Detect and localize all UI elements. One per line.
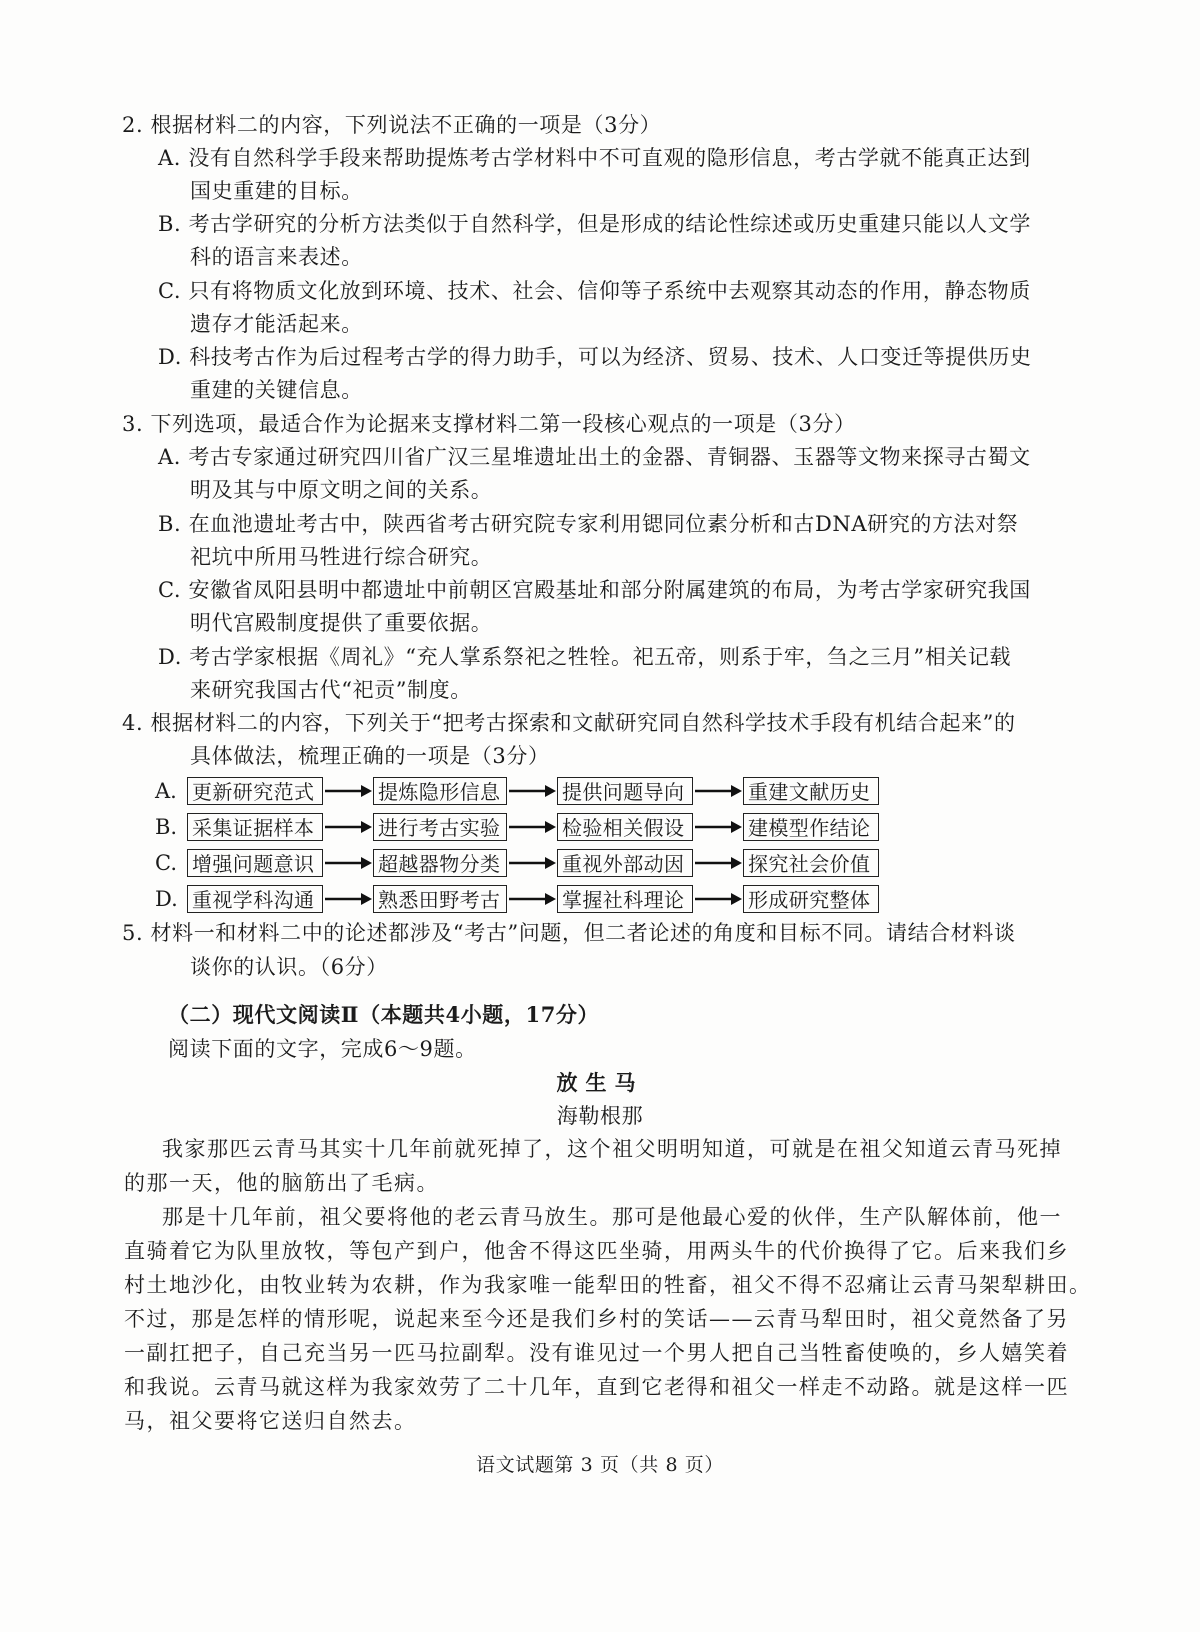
q3-option-b: B. 在血池遗址考古中，陕西省考古研究院专家利用锶同位素分析和古DNA研究的方法对祭 xyxy=(158,512,1019,536)
story-paragraph-1-line: 我家那匹云青马其实十几年前就死掉了，这个祖父明明知道，可就是在祖父知道云青马死掉 xyxy=(162,1137,1062,1161)
flow-step-box: 熟悉田野考古 xyxy=(373,885,507,913)
flow-step-box: 探究社会价值 xyxy=(743,849,879,877)
right-arrow-icon xyxy=(323,853,373,873)
right-arrow-icon xyxy=(507,889,557,909)
q2-option-b: B. 考古学研究的分析方法类似于自然科学，但是形成的结论性综述或历史重建只能以人文学 xyxy=(158,212,1031,236)
right-arrow-icon xyxy=(693,889,743,909)
right-arrow-icon xyxy=(323,889,373,909)
q4-stem-cont: 具体做法，梳理正确的一项是（3分） xyxy=(190,744,550,768)
flow-step-box: 提炼隐形信息 xyxy=(373,777,507,805)
q3-option-b-cont: 祀坑中所用马牲进行综合研究。 xyxy=(190,545,493,569)
flow-step-box: 重视外部动因 xyxy=(557,849,693,877)
q4-flow-row-c xyxy=(155,847,879,879)
q4-row-label: A. xyxy=(155,779,177,803)
story-paragraph-2-line: 直骑着它为队里放牧，等包产到户，他舍不得这匹坐骑，用两头牛的代价换得了它。后来我们乡 xyxy=(124,1239,1069,1263)
q2-option-a: A. 没有自然科学手段来帮助提炼考古学材料中不可直观的隐形信息，考古学就不能真正达到 xyxy=(158,146,1031,170)
section-intro: 阅读下面的文字，完成6～9题。 xyxy=(168,1037,477,1061)
story-paragraph-2-line: 和我说。云青马就这样为我家效劳了二十几年，直到它老得和祖父一样走不动路。就是这样一匹 xyxy=(124,1375,1069,1399)
q5-stem-cont: 谈你的认识。（6分） xyxy=(190,955,388,979)
q4-flow-row-d xyxy=(155,883,879,915)
story-paragraph-2-line: 那是十几年前，祖父要将他的老云青马放生。那可是他最心爱的伙伴，生产队解体前，他一 xyxy=(162,1205,1062,1229)
right-arrow-icon xyxy=(323,817,373,837)
flow-step-box: 掌握社科理论 xyxy=(557,885,693,913)
page-footer: 语文试题第 3 页（共 8 页） xyxy=(476,1454,724,1476)
q2-option-c-cont: 遗存才能活起来。 xyxy=(190,312,363,336)
story-paragraph-2-line: 一副扛把子，自己充当另一匹马拉副犁。没有谁见过一个男人把自己当牲畜使唤的，乡人嬉笑着 xyxy=(124,1341,1069,1365)
q4-row-label: C. xyxy=(155,851,177,875)
flow-step-box: 超越器物分类 xyxy=(373,849,507,877)
q3-option-d: D. 考古学家根据《周礼》“充人掌系祭祀之牲牷。祀五帝，则系于牢，刍之三月”相关记载 xyxy=(158,645,1012,669)
flow-step-box: 形成研究整体 xyxy=(743,885,879,913)
flow-step-box: 采集证据样本 xyxy=(187,813,323,841)
flow-step-box: 建模型作结论 xyxy=(743,813,879,841)
q3-option-d-cont: 来研究我国古代“祀贡”制度。 xyxy=(190,678,472,702)
flow-step-box: 重建文献历史 xyxy=(743,777,879,805)
q4-row-label: D. xyxy=(155,887,178,911)
right-arrow-icon xyxy=(507,817,557,837)
flow-step-box: 检验相关假设 xyxy=(557,813,693,841)
right-arrow-icon xyxy=(507,781,557,801)
right-arrow-icon xyxy=(323,781,373,801)
story-paragraph-1-line: 的那一天，他的脑筋出了毛病。 xyxy=(124,1171,439,1195)
q2-option-d-cont: 重建的关键信息。 xyxy=(190,378,363,402)
q2-option-c: C. 只有将物质文化放到环境、技术、社会、信仰等子系统中去观察其动态的作用，静态物质 xyxy=(158,279,1031,303)
q3-option-c: C. 安徽省凤阳县明中都遗址中前朝区宫殿基址和部分附属建筑的布局，为考古学家研究我国 xyxy=(158,578,1031,602)
q2-stem: 2. 根据材料二的内容，下列说法不正确的一项是（3分） xyxy=(122,113,662,137)
flow-step-box: 增强问题意识 xyxy=(187,849,323,877)
right-arrow-icon xyxy=(507,853,557,873)
q3-stem: 3. 下列选项，最适合作为论据来支撑材料二第一段核心观点的一项是（3分） xyxy=(122,412,856,436)
story-paragraph-2-line: 不过，那是怎样的情形呢，说起来至今还是我们乡村的笑话——云青马犁田时，祖父竟然备了另 xyxy=(124,1307,1069,1331)
q4-flow-row-b xyxy=(155,811,879,843)
q2-option-d: D. 科技考古作为后过程考古学的得力助手，可以为经济、贸易、技术、人口变迁等提供历史 xyxy=(158,345,1032,369)
flow-step-box: 提供问题导向 xyxy=(557,777,693,805)
flow-step-box: 进行考古实验 xyxy=(373,813,507,841)
flow-step-box: 更新研究范式 xyxy=(187,777,323,805)
q3-option-a-cont: 明及其与中原文明之间的关系。 xyxy=(190,478,493,502)
right-arrow-icon xyxy=(693,853,743,873)
q4-row-label: B. xyxy=(155,815,178,839)
section-heading: （二）现代文阅读Ⅱ（本题共4小题，17分） xyxy=(168,1002,600,1027)
right-arrow-icon xyxy=(693,781,743,801)
q3-option-c-cont: 明代宫殿制度提供了重要依据。 xyxy=(190,611,493,635)
story-paragraph-2-line: 马，祖父要将它送归自然去。 xyxy=(124,1409,417,1433)
q2-option-a-cont: 国史重建的目标。 xyxy=(190,179,363,203)
story-author: 海勒根那 xyxy=(556,1104,644,1128)
q3-option-a: A. 考古专家通过研究四川省广汉三星堆遗址出土的金器、青铜器、玉器等文物来探寻古蜀文 xyxy=(158,445,1031,469)
q2-option-b-cont: 科的语言来表述。 xyxy=(190,245,363,269)
story-paragraph-2-line: 村土地沙化，由牧业转为农耕，作为我家唯一能犁田的牲畜，祖父不得不忍痛让云青马架犁耕田。 xyxy=(124,1273,1092,1297)
flow-step-box: 重视学科沟通 xyxy=(187,885,323,913)
q5-stem: 5. 材料一和材料二中的论述都涉及“考古”问题，但二者论述的角度和目标不同。请结合材料谈 xyxy=(122,921,1016,945)
q4-flow-row-a xyxy=(155,775,879,807)
story-title: 放生马 xyxy=(556,1070,644,1095)
right-arrow-icon xyxy=(693,817,743,837)
q4-stem: 4. 根据材料二的内容，下列关于“把考古探索和文献研究同自然科学技术手段有机结合起来”的 xyxy=(122,711,1016,735)
